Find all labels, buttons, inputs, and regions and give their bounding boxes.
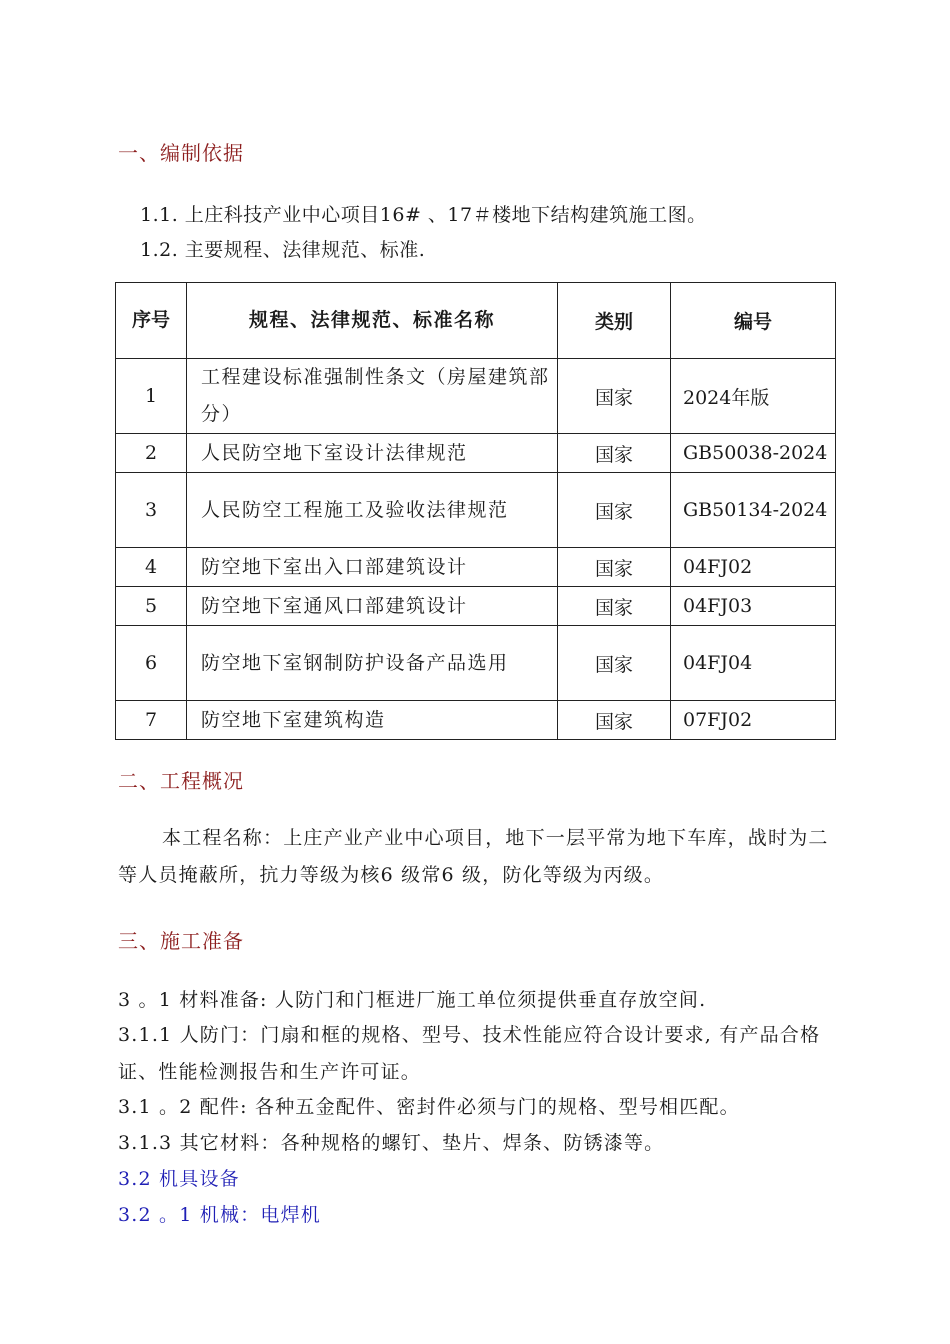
row-code: 04FJ02 <box>671 548 836 587</box>
prep-line-2: 3.1.1 人防门：门扇和框的规格、型号、技术性能应符合设计要求, 有产品合格证、性能检测报告和生产许可证。 <box>118 1024 821 1083</box>
header-type: 类别 <box>558 283 671 359</box>
prep-line-5: 3.2 机具设备 <box>118 1168 240 1190</box>
row-type: 国家 <box>558 359 671 434</box>
overview-paragraph: 本工程名称：上庄产业产业中心项目，地下一层平常为地下车库，战时为二等人员掩蔽所，抗力等级为核6 级常6 级，防化等级为丙级。 <box>118 827 829 886</box>
header-no: 序号 <box>116 283 187 359</box>
header-code: 编号 <box>671 283 836 359</box>
row-type: 国家 <box>558 548 671 587</box>
standards-table <box>115 282 836 740</box>
row-no: 4 <box>116 548 187 587</box>
table-row <box>116 473 836 548</box>
prep-line-1: 3 。1 材料准备: 人防门和门框进厂施工单位须提供垂直存放空间. <box>118 989 707 1011</box>
row-name: 工程建设标准强制性条文（房屋建筑部分） <box>187 359 558 434</box>
table-row <box>116 359 836 434</box>
row-type: 国家 <box>558 626 671 701</box>
prep-line-4: 3.1.3 其它材料：各种规格的螺钉、垫片、焊条、防锈漆等。 <box>118 1132 665 1154</box>
section-1-title: 一、编制依据 <box>118 141 244 165</box>
row-name: 防空地下室钢制防护设备产品选用 <box>187 626 558 701</box>
row-code: 04FJ04 <box>671 626 836 701</box>
row-type: 国家 <box>558 587 671 626</box>
header-name: 规程、法律规范、标准名称 <box>187 283 558 359</box>
section-3-title: 三、施工准备 <box>118 929 244 953</box>
table-row <box>116 548 836 587</box>
row-no: 5 <box>116 587 187 626</box>
table-row <box>116 434 836 473</box>
row-name: 人民防空工程施工及验收法律规范 <box>187 473 558 548</box>
row-name: 防空地下室建筑构造 <box>187 701 558 740</box>
row-no: 2 <box>116 434 187 473</box>
basis-item-1: 1.1. 上庄科技产业中心项目16# 、17＃楼地下结构建筑施工图。 <box>140 204 707 226</box>
row-code: 04FJ03 <box>671 587 836 626</box>
row-name: 防空地下室出入口部建筑设计 <box>187 548 558 587</box>
row-type: 国家 <box>558 434 671 473</box>
basis-item-2: 1.2. 主要规程、法律规范、标准. <box>140 239 426 261</box>
table-row <box>116 701 836 740</box>
table-header-row <box>116 283 836 359</box>
row-no: 7 <box>116 701 187 740</box>
prep-line-6: 3.2 。1 机械：电焊机 <box>118 1204 321 1226</box>
table-row <box>116 626 836 701</box>
row-name: 防空地下室通风口部建筑设计 <box>187 587 558 626</box>
row-code: 2024年版 <box>671 359 836 434</box>
row-type: 国家 <box>558 473 671 548</box>
row-type: 国家 <box>558 701 671 740</box>
row-name: 人民防空地下室设计法律规范 <box>187 434 558 473</box>
table-row <box>116 587 836 626</box>
row-code: GB50134-2024 <box>671 473 836 548</box>
prep-line-3: 3.1 。2 配件: 各种五金配件、密封件必须与门的规格、型号相匹配。 <box>118 1096 740 1118</box>
row-no: 1 <box>116 359 187 434</box>
row-code: GB50038-2024 <box>671 434 836 473</box>
row-no: 3 <box>116 473 187 548</box>
row-no: 6 <box>116 626 187 701</box>
section-2-title: 二、工程概况 <box>118 769 244 793</box>
row-code: 07FJ02 <box>671 701 836 740</box>
